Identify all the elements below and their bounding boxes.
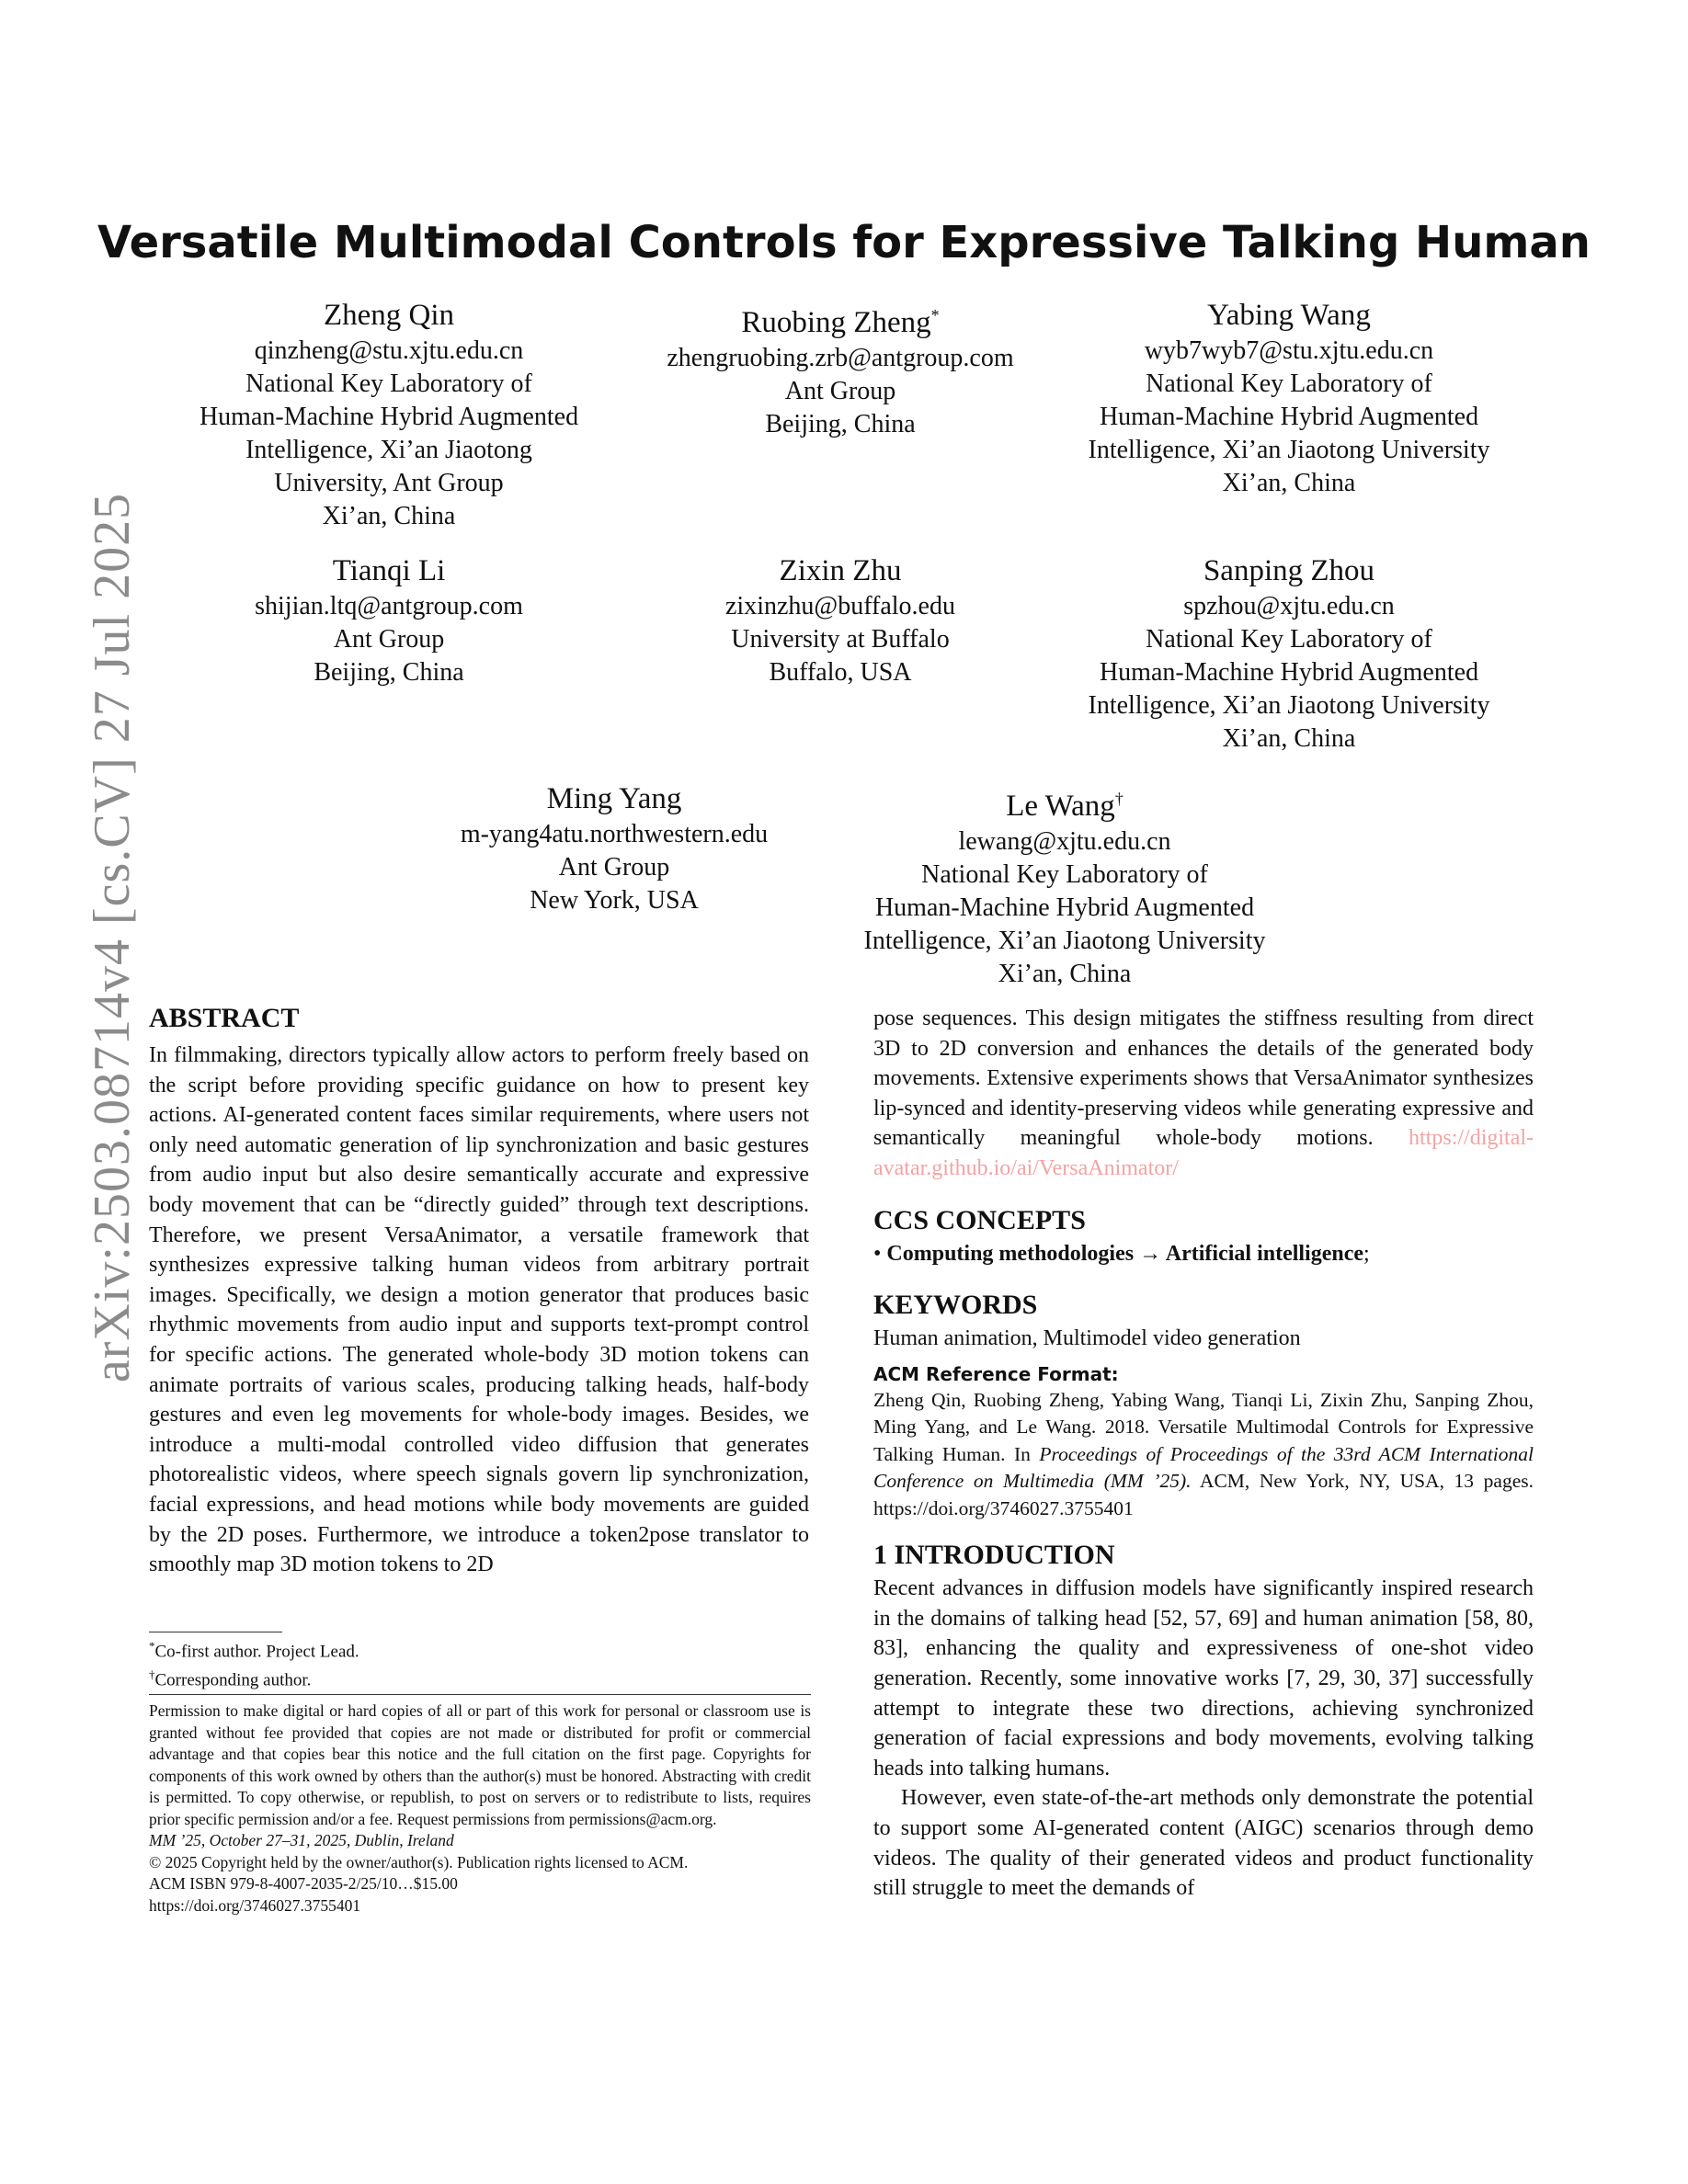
author-affiliation-line: Human-Machine Hybrid Augmented — [874, 893, 1255, 922]
author-name: Tianqi Li — [332, 554, 446, 587]
project-link[interactable]: https://digital-avatar.github.io/ai/VersaAnimator/ — [873, 1126, 1534, 1180]
author-affiliation-line: Ant Group — [558, 853, 670, 882]
permission-block — [149, 1701, 811, 1917]
author-affiliation-line: Ant Group — [784, 377, 896, 405]
author-affiliation-line: Intelligence, Xi’an Jiaotong University — [863, 927, 1266, 955]
author-mark: * — [930, 306, 940, 324]
author-affiliation-line: National Key Laboratory of — [1146, 370, 1432, 398]
ccs-item: • Computing methodologies → Artificial intelligence; — [873, 1241, 1370, 1266]
author-block — [1050, 552, 1528, 756]
author-email: zhengruobing.zrb@antgroup.com — [667, 344, 1014, 372]
author-name: Sanping Zhou — [1203, 554, 1375, 587]
author-affiliation-line: University, Ant Group — [274, 469, 504, 497]
abstract-text: In filmmaking, directors typically allow actors to perform freely based on the script before providing specific guidance on how to present key actions. AI-generated content faces similar requirements, where users not only need automatic generation of lip synchronization and basic gestures from audio input but also desire semantically accurate and expressive body movement that can be “directly guided” through text descriptions. Therefore, we present VersaAnimator, a versatile framework that synthesizes expressive talking human videos from arbitrary portrait images. Specifically, we design a motion generator that produces basic rhythmic movements from audio input and supports text-prompt control for specific actions. The generated whole-body 3D motion tokens can animate portraits of various scales, producing talking heads, half-body gestures and even leg movements for whole-body images. Besides, we introduce a multi-modal controlled video diffusion that generates photorealistic videos, where speech signals govern lip synchronization, facial expressions, and head motions while body movements are guided by the 2D poses. Furthermore, we introduce a token2pose translator to smoothly map 3D motion tokens to 2D — [149, 1043, 809, 1577]
arxiv-sidebar-stamp: arXiv:2503.08714v4 [cs.CV] 27 Jul 2025 — [84, 492, 141, 1383]
author-affiliation-line: University at Buffalo — [731, 625, 950, 654]
author-name: Zheng Qin — [323, 299, 455, 332]
author-affiliation-line: Intelligence, Xi’an Jiaotong University — [1088, 436, 1490, 464]
author-affiliation-line: National Key Laboratory of — [245, 370, 532, 398]
venue-line: MM ’25, October 27–31, 2025, Dublin, Ireland — [149, 1831, 454, 1849]
author-mark: † — [1114, 790, 1123, 808]
author-affiliation-line: Beijing, China — [314, 658, 464, 687]
permission-text: Permission to make digital or hard copies of all or part of this work for personal or classroom use is granted without fee provided that copies are not made or distributed for profit or commercial advantage and that copies bear this notice and the full citation on the first page. Copyrights for components of this work owned by others than the author(s) must be honored. Abstracting with credit is permitted. To copy otherwise, or republish, to post on servers or to redistribute to lists, requires prior specific permission and/or a fee. Request permissions from permissions@acm.org. — [149, 1701, 811, 1828]
acm-ref-text: Zheng Qin, Ruobing Zheng, Yabing Wang, Tianqi Li, Zixin Zhu, Sanping Zhou, Ming Yang, and Le Wang. 2018. Versatile Multimodal Controls for Expressive Talking Human. In Proceedings of Proceedings of the 33rd ACM International Conference on Multimedia (MM ’25). ACM, New York, NY, USA, 13 pages. https://doi.org/3746027.3755401 — [873, 1388, 1534, 1519]
abstract-heading: ABSTRACT — [149, 1003, 300, 1033]
copyright-line: © 2025 Copyright held by the owner/author(s). Publication rights licensed to ACM. — [149, 1852, 689, 1871]
author-name: Le Wang† — [1006, 790, 1123, 823]
author-affiliation-line: Xi’an, China — [322, 502, 456, 530]
author-affiliation-line: Intelligence, Xi’an Jiaotong University — [1088, 691, 1490, 720]
author-affiliation-line: Intelligence, Xi’an Jiaotong — [245, 436, 532, 464]
author-affiliation-line: Human-Machine Hybrid Augmented — [199, 403, 579, 431]
author-email: spzhou@xjtu.edu.cn — [1183, 592, 1395, 620]
author-affiliation-line: Human-Machine Hybrid Augmented — [1099, 658, 1479, 687]
author-block — [150, 296, 628, 533]
author-name: Yabing Wang — [1207, 299, 1371, 332]
author-block — [1050, 296, 1528, 500]
author-affiliation-line: Xi’an, China — [1222, 724, 1356, 753]
footnote-second: †Corresponding author. — [149, 1667, 312, 1690]
abstract-continued: pose sequences. This design mitigates the stiffness resulting from direct 3D to 2D conversion and enhances the details of the generated body movements. Extensive experiments shows that VersaAnimator synthesizes lip-synced and identity-preserving videos while generating expressive and semantically meaningful whole-body motions. https://digital-avatar.github.io/ai/VersaAnimator/ — [873, 1007, 1534, 1180]
doi-line: https://doi.org/3746027.3755401 — [149, 1895, 361, 1915]
paper-title: Versatile Multimodal Controls for Expressive Talking Human — [97, 217, 1591, 268]
isbn-line: ACM ISBN 979-8-4007-2035-2/25/10…$15.00 — [149, 1874, 458, 1893]
intro-paragraph-1: Recent advances in diffusion models have significantly inspired research in the domains of talking head [52, 57, 69] and human animation [58, 80, 83], enhancing the quality and expressiveness of one-shot video generation. Recently, some innovative works [7, 29, 30, 37] successfully attempt to integrate these two directions, achieving synchronized generation of facial expressions and body movements, evolving talking heads into talking humans. — [873, 1576, 1534, 1780]
author-email: m-yang4atu.northwestern.edu — [460, 820, 769, 848]
intro-paragraph-2: However, even state-of-the-art methods only demonstrate the potential to support some AI-generated content (AIGC) scenarios through demo videos. The quality of their generated videos and product functionality still struggle to meet the demands of — [873, 1786, 1534, 1901]
author-block — [601, 552, 1079, 689]
author-affiliation-line: Ant Group — [333, 625, 445, 654]
author-block — [150, 552, 628, 689]
author-affiliation-line: National Key Laboratory of — [921, 860, 1208, 889]
intro-heading: 1 INTRODUCTION — [873, 1540, 1115, 1571]
author-affiliation-line: National Key Laboratory of — [1146, 625, 1432, 654]
author-name: Ming Yang — [546, 782, 682, 815]
author-email: zixinzhu@buffalo.edu — [725, 592, 955, 620]
keywords-text: Human animation, Multimodel video generation — [873, 1326, 1301, 1351]
author-email: shijian.ltq@antgroup.com — [255, 592, 523, 620]
right-column — [873, 1004, 1534, 1904]
keywords-heading: KEYWORDS — [873, 1290, 1038, 1321]
author-affiliation-line: Beijing, China — [765, 410, 916, 438]
author-affiliation-line: Buffalo, USA — [769, 658, 912, 687]
footnotes — [149, 1634, 811, 1692]
author-block — [601, 296, 1079, 441]
author-name: Ruobing Zheng* — [741, 306, 940, 339]
author-block — [826, 779, 1304, 991]
author-email: lewang@xjtu.edu.cn — [958, 827, 1171, 856]
ccs-heading: CCS CONCEPTS — [873, 1204, 1086, 1235]
permission-rule — [149, 1694, 811, 1695]
footnote-first: *Co-first author. Project Lead. — [149, 1639, 359, 1662]
author-block — [375, 779, 853, 917]
author-affiliation-line: Human-Machine Hybrid Augmented — [1099, 403, 1479, 431]
left-column — [149, 1000, 809, 1580]
author-name: Zixin Zhu — [779, 554, 902, 587]
author-affiliation-line: Xi’an, China — [1222, 469, 1356, 497]
author-email: qinzheng@stu.xjtu.edu.cn — [254, 336, 524, 365]
author-affiliation-line: Xi’an, China — [998, 960, 1132, 988]
acm-ref-label: ACM Reference Format: — [873, 1362, 1119, 1385]
author-email: wyb7wyb7@stu.xjtu.edu.cn — [1144, 336, 1434, 365]
author-affiliation-line: New York, USA — [530, 886, 699, 915]
